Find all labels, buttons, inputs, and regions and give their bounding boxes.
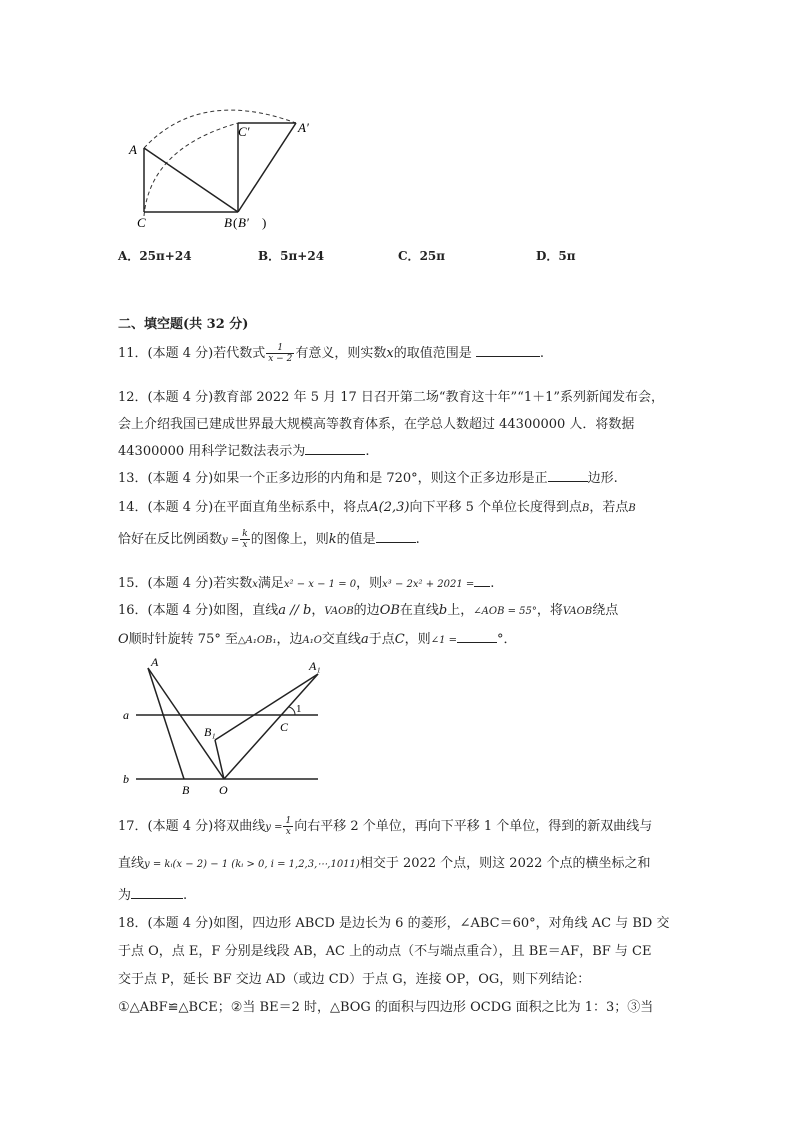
question-17-line-3 — [118, 884, 187, 903]
q17-text-5: 为 — [118, 888, 132, 903]
q11-fraction — [266, 343, 294, 364]
label-a-prime: A′ — [298, 120, 309, 135]
label-a: A — [151, 656, 159, 669]
q16-text-6: 绕点 — [592, 603, 619, 618]
question-11 — [118, 342, 544, 364]
question-17-line-1 — [118, 815, 652, 837]
q14-numerator: k — [242, 529, 248, 539]
label-line-a: a — [123, 708, 129, 722]
q16-comma: ， — [311, 603, 325, 618]
q15-text-3: ，则 — [356, 576, 383, 591]
label-c: C — [137, 215, 146, 230]
q14-denominator: x — [242, 540, 248, 550]
q14-function: y = — [222, 535, 240, 546]
q16-o: O — [118, 632, 129, 647]
q11-end: . — [539, 346, 544, 361]
q17-function: y = — [265, 822, 283, 833]
q17-denominator: x — [285, 827, 291, 837]
q16-c: C — [394, 632, 405, 647]
question-12-line-3 — [118, 440, 369, 459]
question-16-line-1 — [118, 599, 618, 618]
q14-text-4: 恰好在反比例函数 — [118, 532, 223, 547]
q16-text-10: 于点 — [368, 632, 395, 647]
q16-parallel: a // b — [278, 603, 312, 618]
q14-text: 14．(本题 4 分)在平面直角坐标系中，将点 — [118, 500, 370, 515]
choice-c-value: 25π — [419, 249, 446, 263]
question-13 — [118, 467, 618, 486]
choice-c-letter: C． — [398, 249, 420, 263]
q14-text-5: 的图像上，则 — [250, 532, 329, 547]
q16-rotated-triangle: △A₁OB₁ — [237, 635, 277, 646]
label-line-b: b — [123, 772, 129, 786]
choice-a[interactable] — [118, 247, 192, 264]
q14-point-a: A(2,3) — [369, 500, 410, 515]
q15-answer-blank[interactable] — [474, 574, 490, 587]
choice-d-letter: D． — [536, 249, 559, 263]
q11-text: 若代数式 — [213, 346, 266, 361]
answer-choices — [118, 247, 678, 265]
segment-ab — [148, 668, 184, 779]
q11-answer-blank[interactable] — [476, 344, 540, 357]
q16-angle: ∠AOB = 55° — [473, 606, 537, 617]
label-b1: B₁ — [204, 725, 216, 739]
q17-numerator: 1 — [285, 816, 292, 826]
q13-text: 13．(本题 4 分)如果一个正多边形的内角和是 720°，则这个正多边形是正 — [118, 471, 548, 486]
q14-k: k — [328, 532, 337, 547]
q15-x: x — [252, 579, 258, 590]
q16-end: °． — [497, 632, 517, 647]
choice-b[interactable] — [258, 247, 324, 264]
segment-a1o — [224, 674, 318, 779]
question-18-line-1: 18．(本题 4 分)如图，四边形 ABCD 是边长为 6 的菱形，∠ABC＝60°，对角线 AC 与 BD 交 — [118, 916, 670, 931]
label-c: C — [280, 720, 289, 734]
q14-text-6: 的值是 — [336, 532, 376, 547]
question-12-line-1: 12．(本题 4 分)教育部 2022 年 5 月 17 日召开第二场“教育这十年”“1＋1”系列新闻发布会， — [118, 390, 665, 405]
question-12-line-2: 会上介绍我国已建成世界最大规模高等教育体系，在学总人数超过 44300000 人．将数据 — [118, 417, 635, 432]
q12-answer-blank[interactable] — [305, 442, 365, 455]
choice-b-letter: B． — [258, 249, 281, 263]
angle-1-arc — [289, 707, 295, 715]
q16-text-4: 上， — [447, 603, 474, 618]
q16-text-3: 在直线 — [399, 603, 439, 618]
q15-equation-1: x² − x − 1 = 0 — [283, 579, 357, 590]
q17-end: . — [183, 888, 188, 903]
rotation-figure — [120, 108, 330, 234]
q14-point-b: B — [582, 503, 590, 514]
segment-ao — [148, 668, 224, 779]
q11-denominator: x − 2 — [268, 354, 293, 364]
q17-answer-blank[interactable] — [131, 886, 183, 899]
q16-text-11: ，则 — [404, 632, 431, 647]
question-18-line-3: 交于点 P，延长 BF 交边 AD（或边 CD）于点 G，连接 OP，OG，则下列结论： — [118, 972, 591, 987]
label-a: A — [129, 142, 137, 157]
choice-b-value: 5π+24 — [280, 249, 325, 263]
question-16-line-2 — [118, 628, 517, 647]
section-title: 二、填空题(共 32 分) — [118, 317, 249, 332]
q16-text-2: 的边 — [353, 603, 380, 618]
q16-text-5: ，将 — [536, 603, 563, 618]
q16-triangle-2: VAOB — [562, 606, 593, 617]
q16-answer-blank[interactable] — [457, 630, 497, 643]
q16-text-9: 交直线 — [321, 632, 361, 647]
q16-triangle: VAOB — [324, 606, 354, 617]
question-14-line-2 — [118, 528, 420, 550]
q13-end: 边形. — [587, 471, 618, 486]
question-18-line-2: 于点 O，点 E，F 分别是线段 AB，AC 上的动点（不与端点重合），且 BE＝AF，BF 与 CE — [118, 944, 652, 959]
q14-end: . — [415, 532, 420, 547]
label-a1: A₁ — [309, 659, 321, 673]
q11-text-2: 有意义，则实数 — [295, 346, 387, 361]
q14-answer-blank[interactable] — [376, 530, 416, 543]
q12-end: . — [365, 444, 370, 459]
q16-text-8: ，边 — [276, 632, 303, 647]
q16-a: a — [360, 632, 369, 647]
q17-text-3: 直线 — [118, 856, 145, 871]
q14-fraction — [240, 529, 249, 550]
question-17-line-2 — [118, 852, 651, 871]
q11-numerator: 1 — [266, 343, 294, 354]
label-angle-1: 1 — [296, 703, 302, 715]
choice-d-value: 5π — [558, 249, 576, 263]
q17-text: 17．(本题 4 分)将双曲线 — [118, 819, 266, 834]
q17-text-4: 相交于 2022 个点，则这 2022 个点的横坐标之和 — [359, 856, 651, 871]
q14-text-2: 向下平移 5 个单位长度得到点 — [409, 500, 582, 515]
choice-a-value: 25π+24 — [139, 249, 192, 263]
q16-angle-1: ∠1 = — [430, 635, 457, 646]
q16-ob: OB — [379, 603, 400, 618]
label-b: B — [182, 783, 190, 796]
segment-a1b1 — [215, 674, 318, 740]
label-b-prime-open: ( — [233, 215, 238, 230]
label-c-prime: C′ — [238, 124, 250, 139]
q11-text-3: 的取值范围是 — [393, 346, 476, 361]
q12-text: 44300000 用科学记数法表示为 — [118, 444, 306, 459]
q13-answer-blank[interactable] — [548, 469, 588, 482]
q16-text: 16．(本题 4 分)如图，直线 — [118, 603, 279, 618]
label-o: O — [219, 783, 228, 796]
label-b-prime-close: ) — [262, 215, 267, 230]
choice-a-letter: A． — [118, 249, 140, 263]
label-b-prime: B′ — [238, 215, 249, 230]
segment-ab — [144, 148, 238, 212]
q15-text: 15．(本题 4 分)若实数 — [118, 576, 253, 591]
question-18-line-4: ①△ABF≌△BCE；②当 BE＝2 时，△BOG 的面积与四边形 OCDG 面积之比为 1：3；③当 — [118, 1000, 654, 1015]
label-b: B — [224, 215, 232, 230]
q15-end: . — [490, 576, 495, 591]
q17-text-2: 向右平移 2 个单位，再向下平移 1 个单位，得到的新双曲线与 — [294, 819, 653, 834]
q15-text-2: 满足 — [257, 576, 284, 591]
choice-c[interactable] — [398, 247, 445, 264]
q14-text-3: ，若点 — [589, 500, 629, 515]
parallel-lines-figure — [118, 656, 328, 796]
q11-number: 11． — [118, 346, 148, 361]
q17-fraction — [283, 816, 293, 837]
choice-d[interactable] — [536, 247, 576, 264]
q16-b: b — [438, 603, 448, 618]
q17-line-equation: y = kᵢ(x − 2) − 1 (kᵢ > 0, i = 1,2,3,⋯,1011) — [144, 859, 360, 870]
question-14-line-1 — [118, 496, 636, 515]
q16-a1o: A₁O — [302, 635, 322, 646]
question-15 — [118, 572, 494, 591]
q11-points: (本题 4 分) — [147, 346, 214, 361]
q11-var: x — [386, 346, 394, 361]
q16-text-7: 顺时针旋转 75° 至 — [128, 632, 238, 647]
q14-point-b-2: B — [628, 503, 636, 514]
q15-equation-2: x³ − 2x² + 2021 = — [382, 579, 475, 590]
